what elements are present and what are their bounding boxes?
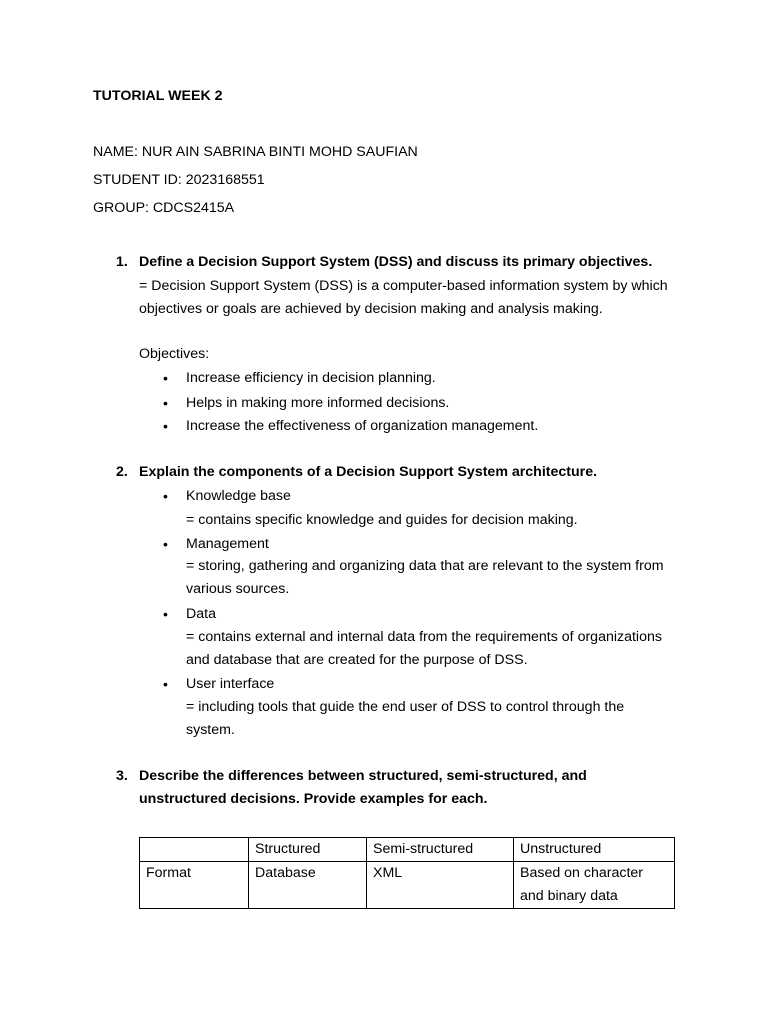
table-cell-line: Based on character (520, 865, 644, 881)
component-name: User interface (186, 676, 275, 692)
component-name: Knowledge base (186, 488, 291, 504)
list-item: Increase the effectiveness of organization management. (186, 418, 539, 434)
component-name: Data (186, 606, 216, 622)
bullet-icon (163, 418, 168, 435)
answer-line: objectives or goals are achieved by decision making and analysis making. (139, 301, 603, 317)
question-text: Define a Decision Support System (DSS) and discuss its primary objectives. (139, 254, 653, 270)
bullet-icon (163, 676, 168, 693)
question-number: 3. (116, 768, 128, 784)
table-cell-line: and binary data (520, 888, 618, 904)
student-name: NAME: NUR AIN SABRINA BINTI MOHD SAUFIAN (93, 144, 418, 160)
document-title: TUTORIAL WEEK 2 (93, 88, 223, 104)
component-name: Management (186, 536, 269, 552)
table-cell: XML (367, 862, 514, 909)
table-header-cell: Semi-structured (367, 838, 514, 862)
question-number: 2. (116, 464, 128, 480)
component-description: and database that are created for the purpose of DSS. (186, 652, 528, 668)
bullet-icon (163, 488, 168, 505)
list-item: Increase efficiency in decision planning. (186, 370, 436, 386)
question-text: Describe the differences between structured, semi-structured, and (139, 768, 587, 784)
table-header-cell: Unstructured (514, 838, 675, 862)
component-description: various sources. (186, 581, 290, 597)
component-description: system. (186, 722, 235, 738)
table-cell (514, 862, 675, 909)
table-row (140, 862, 675, 909)
decision-types-table (139, 837, 675, 909)
table-cell: Database (249, 862, 367, 909)
question-text: unstructured decisions. Provide examples for each. (139, 791, 488, 807)
question-number: 1. (116, 254, 128, 270)
bullet-icon (163, 370, 168, 387)
component-description: = contains external and internal data from the requirements of organizations (186, 629, 662, 645)
bullet-icon (163, 395, 168, 412)
table-header-row (140, 838, 675, 862)
bullet-icon (163, 536, 168, 553)
component-description: = contains specific knowledge and guides for decision making. (186, 512, 578, 528)
table-row-label: Format (140, 862, 249, 909)
table-header-cell (140, 838, 249, 862)
answer-line: = Decision Support System (DSS) is a computer-based information system by which (139, 278, 668, 294)
list-item: Helps in making more informed decisions. (186, 395, 450, 411)
student-id: STUDENT ID: 2023168551 (93, 172, 265, 188)
question-text: Explain the components of a Decision Support System architecture. (139, 464, 598, 480)
objectives-label: Objectives: (139, 346, 210, 362)
student-group: GROUP: CDCS2415A (93, 200, 235, 216)
bullet-icon (163, 606, 168, 623)
component-description: = storing, gathering and organizing data that are relevant to the system from (186, 558, 664, 574)
component-description: = including tools that guide the end user of DSS to control through the (186, 699, 625, 715)
table-header-cell: Structured (249, 838, 367, 862)
